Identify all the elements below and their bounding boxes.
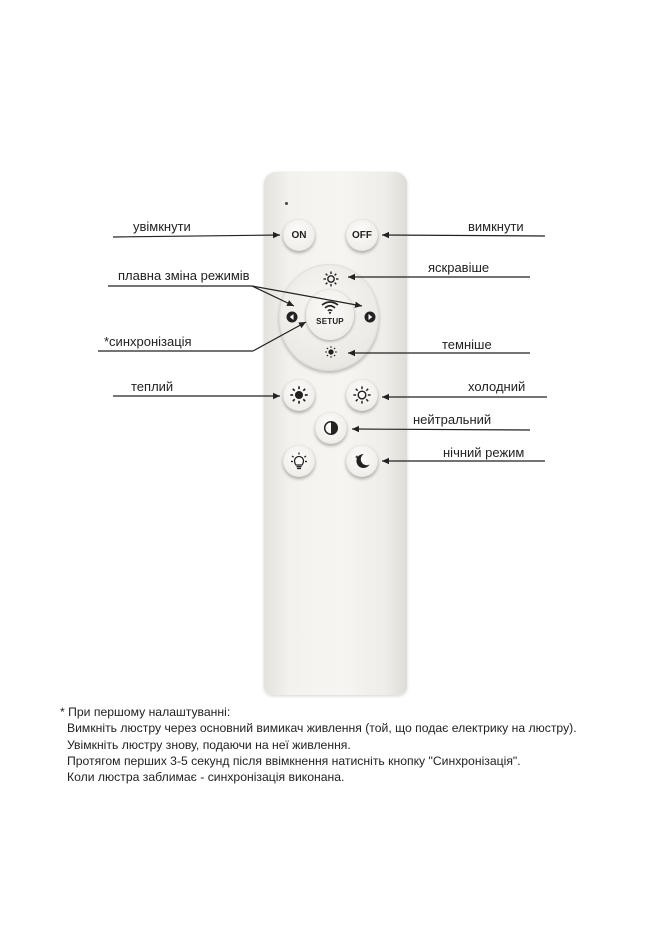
setup-button[interactable]: SETUP bbox=[306, 290, 354, 340]
note-line: Вимкніть люстру через основний вимикач живлення (той, що подає електрику на люстру). bbox=[67, 721, 577, 736]
note-title: * При першому налаштуванні: bbox=[60, 705, 231, 719]
note-line: Коли люстра заблимає - синхронізація виконана. bbox=[67, 770, 345, 785]
note-line: Протягом перших 3-5 секунд після ввімкнення натисніть кнопку "Синхронізація". bbox=[67, 753, 521, 768]
setup-note bbox=[60, 704, 577, 785]
off-button[interactable]: OFF bbox=[346, 219, 378, 251]
label-on: увімкнути bbox=[133, 219, 191, 234]
label-night: нічний режим bbox=[443, 445, 525, 460]
pointer-smooth-left bbox=[252, 286, 294, 306]
pointer-sync bbox=[253, 322, 306, 351]
on-button[interactable]: ON bbox=[283, 219, 315, 251]
label-warm: теплий bbox=[131, 379, 174, 394]
pointer-smooth-right bbox=[252, 286, 362, 306]
pointer-off bbox=[382, 235, 545, 236]
label-brighter: яскравіше bbox=[428, 260, 490, 275]
label-cold: холодний bbox=[468, 379, 526, 394]
label-neutral: нейтральний bbox=[413, 412, 492, 427]
label-off: вимкнути bbox=[468, 219, 524, 234]
label-dimmer: темніше bbox=[442, 337, 492, 352]
label-smooth: плавна зміна режимів bbox=[118, 268, 250, 283]
note-line: Увімкніть люстру знову, подаючи на неї живлення. bbox=[67, 737, 351, 752]
label-sync: *синхронізація bbox=[104, 334, 192, 349]
pointer-on bbox=[113, 235, 280, 237]
pointer-neutral bbox=[352, 429, 530, 430]
